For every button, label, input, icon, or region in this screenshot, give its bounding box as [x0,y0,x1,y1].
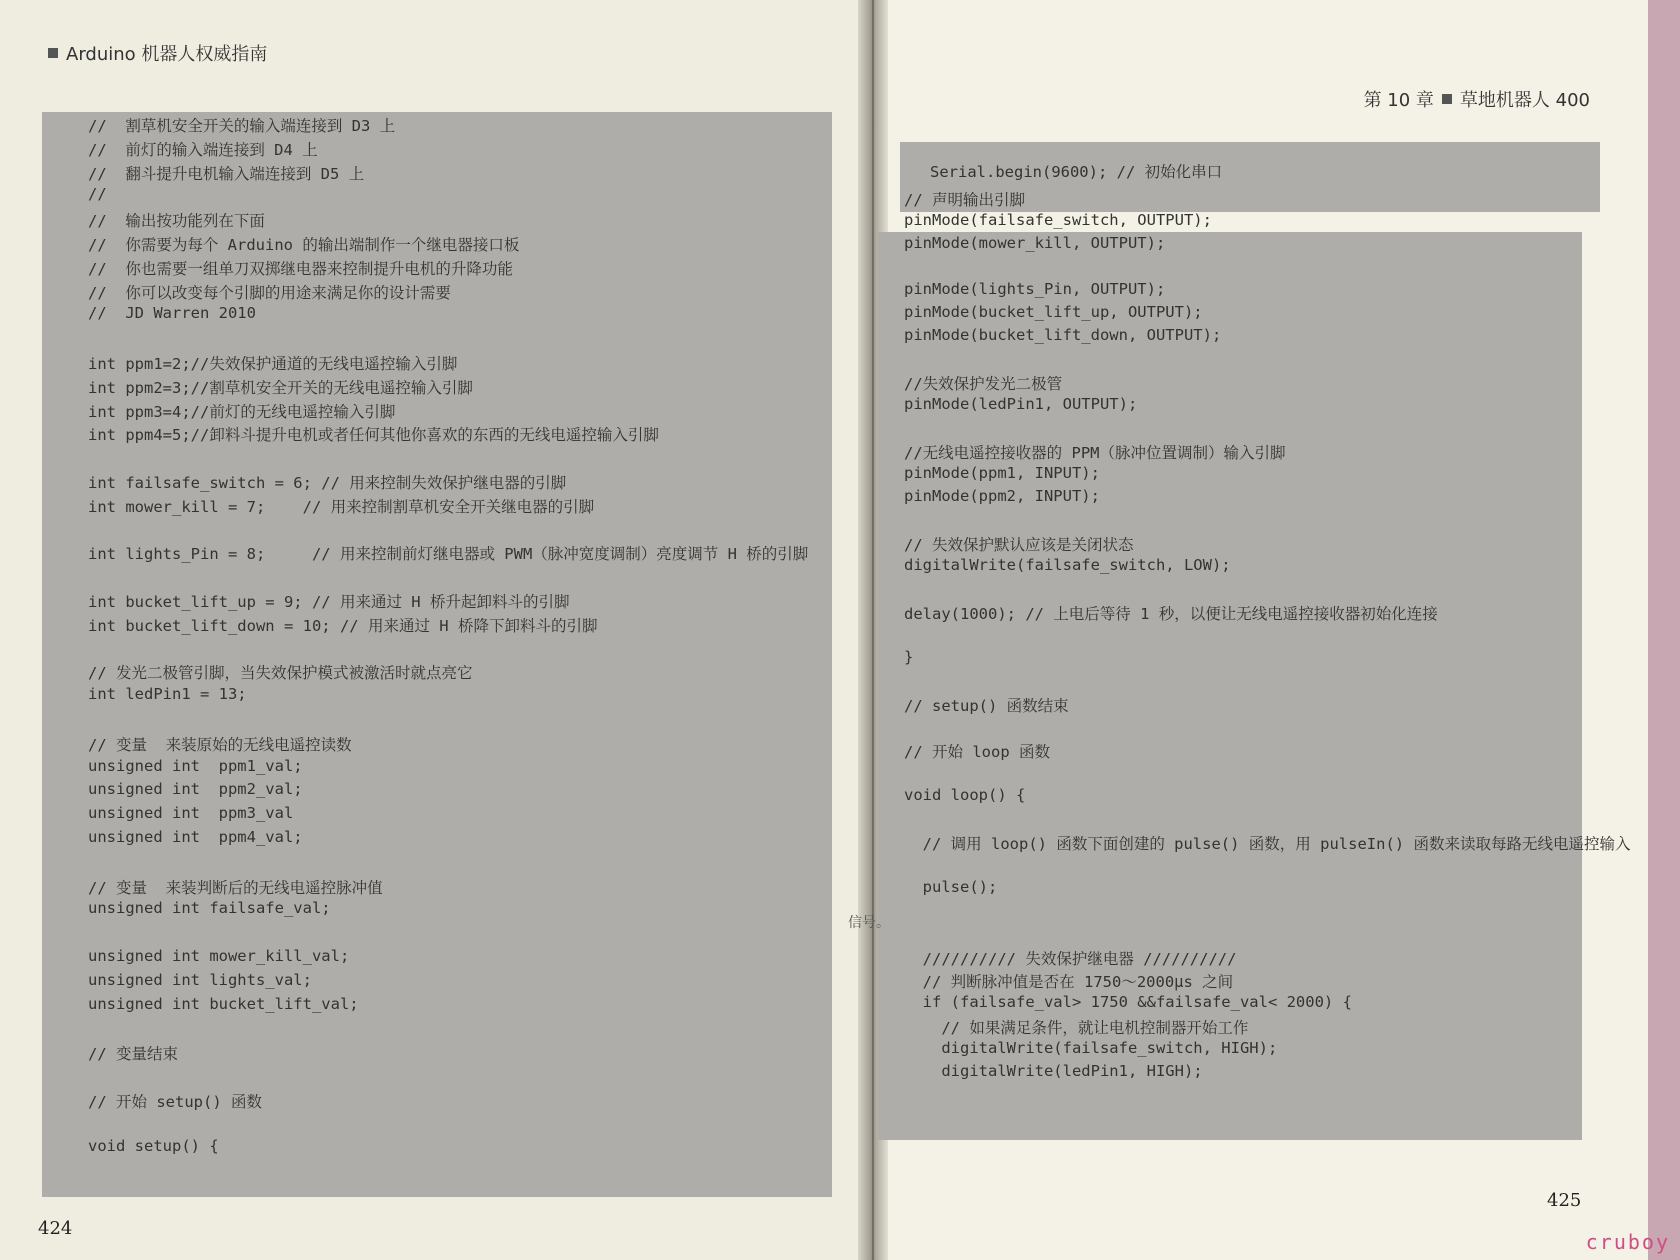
right-running-head [1364,86,1590,112]
code-line: pinMode(ppm1, INPUT); [904,464,1100,482]
code-line: pinMode(lights_Pin, OUTPUT); [904,280,1166,298]
bullet-square-icon [1442,94,1452,104]
watermark: cruboy [1585,1230,1670,1254]
left-page-number: 424 [38,1218,73,1239]
code-line: int bucket_lift_up = 9; // 用来通过 H 桥升起卸料斗的引脚 [88,593,570,611]
code-line: int ppm1=2;//失效保护通道的无线电遥控输入引脚 [88,355,458,373]
code-line: unsigned int mower_kill_val; [88,947,350,965]
code-line: pulse(); [904,878,998,896]
code-line: Serial.begin(9600); // 初始化串口 [930,163,1223,181]
code-line: pinMode(ledPin1, OUTPUT); [904,395,1138,413]
chapter-title: 草地机器人 400 [1459,90,1590,111]
code-line: ////////// 失效保护继电器 ////////// [904,950,1237,968]
code-line: // 变量结束 [88,1045,178,1064]
code-line: digitalWrite(ledPin1, HIGH); [904,1062,1203,1080]
left-running-head [48,40,267,66]
code-line: // setup() 函数结束 [904,697,1069,715]
right-code-listing [878,191,1631,1140]
code-line: pinMode(failsafe_switch, OUTPUT); [904,211,1212,229]
code-line: if (failsafe_val> 1750 &&failsafe_val< 2000) { [904,993,1352,1011]
code-line: delay(1000); // 上电后等待 1 秒，以便让无线电遥控接收器初始化连接 [904,605,1438,623]
code-line: // 开始 loop 函数 [904,743,1050,761]
code-line: void loop() { [904,786,1026,804]
code-line: pinMode(mower_kill, OUTPUT); [904,234,1166,252]
code-line: } [904,648,914,666]
code-line: // [88,185,107,204]
bullet-square-icon [48,48,58,58]
code-line: unsigned int bucket_lift_val; [88,994,359,1013]
code-line: // 前灯的输入端连接到 D4 上 [88,140,318,159]
left-code-listing [42,112,832,1197]
code-line: // 如果满足条件，就让电机控制器开始工作 [904,1019,1249,1037]
margin-fragment: 信号。 [848,915,890,931]
code-line: unsigned int failsafe_val; [88,899,331,918]
code-line: int ppm3=4;//前灯的无线电遥控输入引脚 [88,402,396,421]
code-line: void setup() { [88,1137,219,1156]
code-line: pinMode(bucket_lift_down, OUTPUT); [904,326,1222,344]
code-line: int ppm4=5;//卸料斗提升电机或者任何其他你喜欢的东西的无线电遥控输入引脚 [88,426,659,445]
code-line: // 变量 来装原始的无线电遥控读数 [88,735,352,754]
code-line: unsigned int ppm4_val; [88,828,303,846]
code-line: unsigned int ppm2_val; [88,780,303,799]
code-line: unsigned int ppm1_val; [88,756,303,775]
code-line: // 开始 setup() 函数 [88,1092,262,1111]
code-line: // 声明输出引脚 [904,191,1025,209]
book-title: Arduino 机器人权威指南 [66,44,268,65]
code-line: // 翻斗提升电机输入端连接到 D5 上 [88,164,365,183]
code-line: int ppm2=3;//割草机安全开关的无线电遥控输入引脚 [88,378,473,397]
code-line: // 判断脉冲值是否在 1750～2000μs 之间 [904,973,1234,991]
code-line: // 调用 loop() 函数下面创建的 pulse() 函数，用 pulseIn() 函数来读取每路无线电遥控输入 [904,835,1631,853]
code-line: // 割草机安全开关的输入端连接到 D3 上 [88,117,396,135]
code-line: // 你可以改变每个引脚的用途来满足你的设计需要 [88,283,451,302]
code-line: pinMode(bucket_lift_up, OUTPUT); [904,303,1203,321]
code-line: unsigned int lights_val; [88,970,312,989]
code-line: //失效保护发光二极管 [904,375,1063,393]
code-line: //无线电遥控接收器的 PPM（脉冲位置调制）输入引脚 [904,444,1286,462]
code-line: // 你需要为每个 Arduino 的输出端制作一个继电器接口板 [88,236,520,254]
chapter-number: 第 10 章 [1363,90,1434,111]
right-page-number: 425 [1547,1190,1582,1211]
code-line: // 你也需要一组单刀双掷继电器来控制提升电机的升降功能 [88,259,513,278]
code-line: // 失效保护默认应该是关闭状态 [904,536,1134,554]
code-line: // JD Warren 2010 [88,304,256,323]
code-line: // 输出按功能列在下面 [88,212,265,231]
code-line: int lights_Pin = 8; // 用来控制前灯继电器或 PWM（脉冲宽度调制）亮度调节 H 桥的引脚 [88,545,809,564]
code-line: int ledPin1 = 13; [88,685,247,704]
code-line: unsigned int ppm3_val [88,804,294,823]
code-line: digitalWrite(failsafe_switch, LOW); [904,556,1231,574]
code-line: int failsafe_switch = 6; // 用来控制失效保护继电器的引脚 [88,474,567,492]
code-line: digitalWrite(failsafe_switch, HIGH); [904,1039,1278,1057]
code-line: int bucket_lift_down = 10; // 用来通过 H 桥降下卸料斗的引脚 [88,616,598,635]
code-line: // 发光二极管引脚，当失效保护模式被激活时就点亮它 [88,664,473,683]
code-line: int mower_kill = 7; // 用来控制割草机安全开关继电器的引脚 [88,497,595,516]
code-line: // 变量 来装判断后的无线电遥控脉冲值 [88,878,383,897]
code-line: pinMode(ppm2, INPUT); [904,487,1100,505]
